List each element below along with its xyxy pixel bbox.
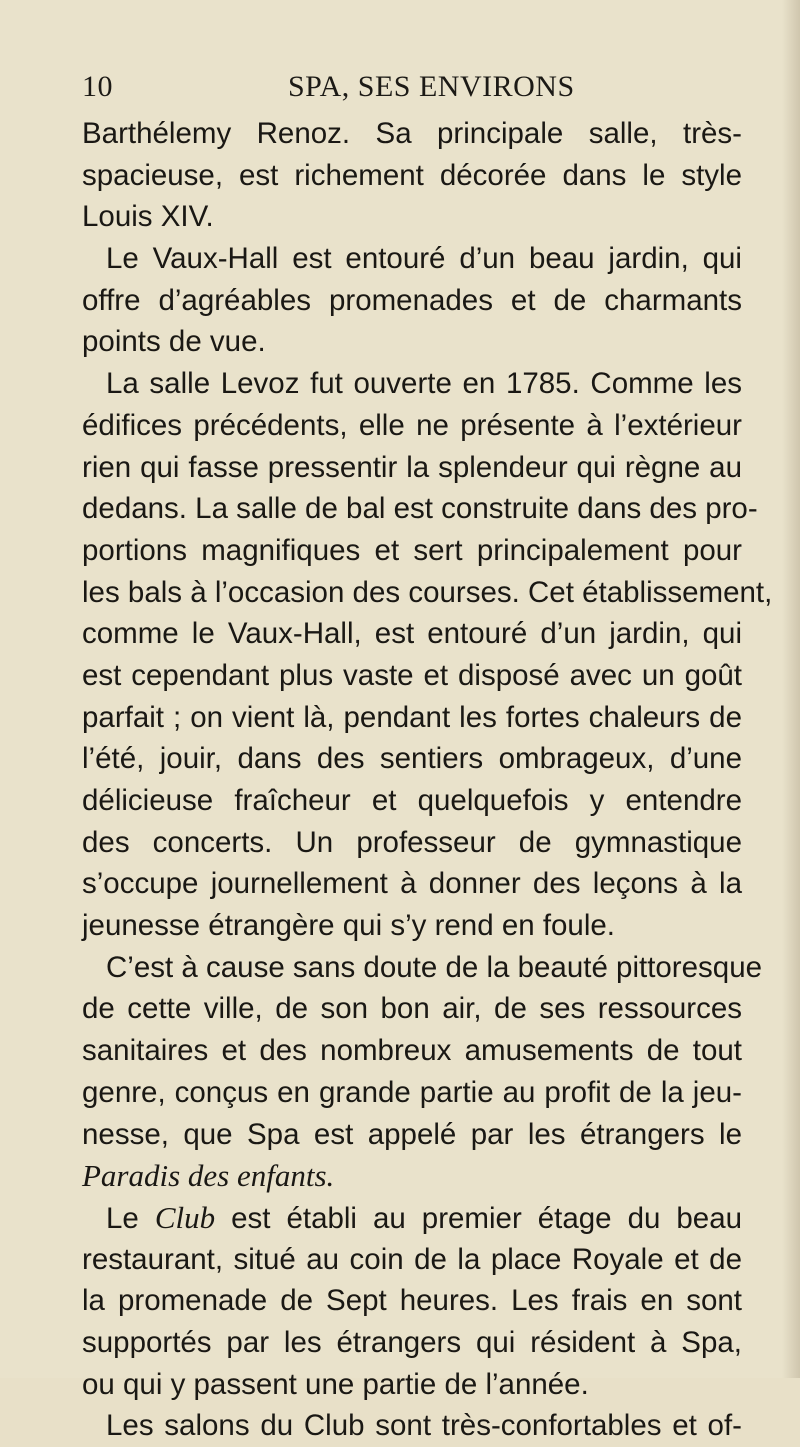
page-edge-shadow bbox=[782, 0, 800, 1378]
text-line: s’occupe journellement à donner des leçons à la bbox=[82, 867, 742, 901]
text-fragment: Le bbox=[106, 1201, 139, 1235]
text-line: restaurant, situé au coin de la place Royale et de bbox=[82, 1242, 742, 1276]
text-line: sanitaires et des nombreux amusements de tout bbox=[82, 1034, 742, 1068]
text-fragment: est établi au premier étage du beau bbox=[231, 1201, 743, 1235]
text-line: La salle Levoz fut ouverte en 1785. Comme les bbox=[106, 367, 742, 401]
running-header bbox=[82, 70, 722, 110]
text-line: des concerts. Un professeur de gymnastique bbox=[82, 825, 742, 859]
text-line: portions magnifiques et sert principalement pour bbox=[82, 533, 742, 567]
text-line: l’été, jouir, dans des sentiers ombrageux, d’une bbox=[82, 742, 742, 776]
text-line: comme le Vaux-Hall, est entouré d’un jardin, qui bbox=[82, 617, 742, 651]
text-line: C’est à cause sans doute de la beauté pittoresque bbox=[106, 950, 763, 984]
text-line: est cependant plus vaste et disposé avec un goût bbox=[82, 658, 742, 692]
text-line: édifices précédents, elle ne présente à l’extérieur bbox=[82, 408, 742, 442]
text-line: délicieuse fraîcheur et quelquefois y entendre bbox=[82, 784, 742, 817]
page-number: 10 bbox=[82, 70, 113, 103]
text-line: jeunesse étrangère qui s’y rend en foule. bbox=[82, 909, 615, 943]
text-line: dedans. La salle de bal est construite dans des pro- bbox=[82, 492, 758, 526]
text-line: ou qui y passent une partie de l’année. bbox=[82, 1367, 589, 1401]
text-line: genre, conçus en grande partie au profit de la jeu- bbox=[82, 1075, 742, 1109]
text-line: offre d’agréables promenades et de charmants bbox=[82, 283, 742, 317]
text-line: parfait ; on vient là, pendant les fortes chaleurs de bbox=[82, 700, 742, 734]
text-line: rien qui fasse pressentir la splendeur qui règne au bbox=[82, 450, 742, 484]
text-line-with-italic bbox=[82, 1197, 742, 1239]
text-line: la promenade de Sept heures. Les frais en sont bbox=[82, 1284, 742, 1318]
italic-text-line: Paradis des enfants. bbox=[82, 1158, 335, 1194]
text-line: Le Vaux-Hall est entouré d’un beau jardin, qui bbox=[106, 242, 742, 276]
text-line: de cette ville, de son bon air, de ses ressources bbox=[82, 992, 742, 1026]
text-line: les bals à l’occasion des courses. Cet établissement, bbox=[82, 575, 773, 609]
text-line: spacieuse, est richement décorée dans le style bbox=[82, 158, 742, 192]
running-title: SPA, SES ENVIRONS bbox=[288, 70, 575, 103]
text-line: points de vue. bbox=[82, 325, 266, 359]
text-line: Les salons du Club sont très-confortables et of- bbox=[106, 1409, 742, 1443]
text-line: nesse, que Spa est appelé par les étrangers le bbox=[82, 1117, 742, 1151]
text-line: Barthélemy Renoz. Sa principale salle, très- bbox=[82, 117, 742, 150]
body-text bbox=[82, 113, 773, 1447]
italic-word: Club bbox=[154, 1199, 216, 1235]
text-line: Louis XIV. bbox=[82, 200, 214, 234]
text-line: supportés par les étrangers qui résident à Spa, bbox=[82, 1325, 742, 1359]
